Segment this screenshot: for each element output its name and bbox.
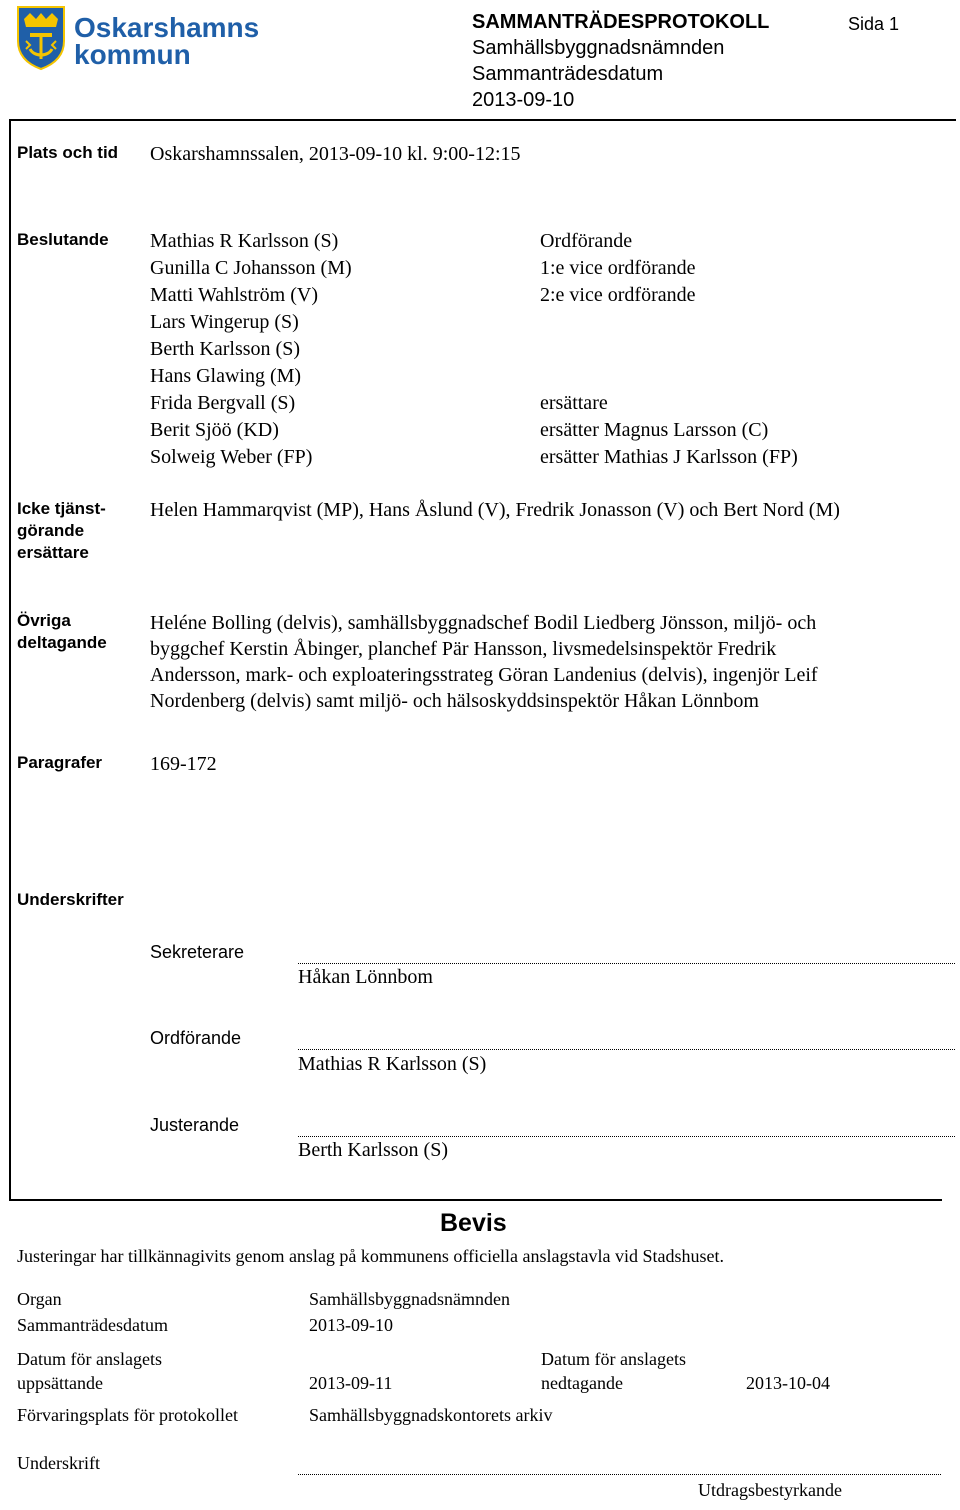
member-role <box>540 336 798 363</box>
posting-date-value: 2013-09-11 <box>309 1373 393 1393</box>
member-role <box>540 363 798 390</box>
paragraphs-value: 169-172 <box>150 753 217 775</box>
decision-makers-label: Beslutande <box>17 230 109 249</box>
member-name: Matti Wahlström (V) <box>150 284 318 306</box>
participants-line: Nordenberg (delvis) samt miljö- och hälsoskyddsinspektör Håkan Lönnbom <box>150 690 759 712</box>
member-name: Gunilla C Johansson (M) <box>150 257 352 279</box>
header-divider <box>9 119 956 121</box>
page-number: Sida 1 <box>848 14 900 34</box>
bevis-title: Bevis <box>440 1209 507 1237</box>
non-serving-substitutes-label <box>17 498 106 564</box>
meeting-date-value-bevis: 2013-09-10 <box>309 1315 393 1335</box>
signature-role-chair: Ordförande <box>150 1028 242 1048</box>
participants-line: Heléne Bolling (delvis), samhällsbyggnadschef Bodil Liedberg Jönsson, miljö- och <box>150 612 817 634</box>
member-role: 2:e vice ordförande <box>540 284 696 306</box>
member-role: ersättare <box>540 392 608 414</box>
member-role: ersätter Mathias J Karlsson (FP) <box>540 446 798 468</box>
location-label: Plats och tid <box>17 143 119 162</box>
committee-name: Samhällsbyggnadsnämnden <box>472 37 725 59</box>
storage-location-value: Samhällsbyggnadskontorets arkiv <box>309 1405 553 1425</box>
member-name: Berth Karlsson (S) <box>150 338 300 360</box>
decision-makers-roles <box>540 228 798 471</box>
left-margin-line <box>9 121 11 1201</box>
removal-date-label <box>541 1347 686 1395</box>
removal-date-value: 2013-10-04 <box>746 1373 830 1393</box>
storage-location-label: Förvaringsplats för protokollet <box>17 1405 238 1425</box>
signature-label-bevis: Underskrift <box>17 1453 100 1473</box>
participants-line: Andersson, mark- och exploateringsstrateg Göran Landenius (delvis), ingenjör Leif <box>150 664 818 686</box>
signature-line <box>298 1474 941 1475</box>
label-line: Icke tjänst- <box>17 499 106 518</box>
posting-date-label <box>17 1347 162 1395</box>
non-serving-substitutes-value: Helen Hammarqvist (MP), Hans Åslund (V), Fredrik Jonasson (V) och Bert Nord (M) <box>150 499 840 521</box>
member-role: Ordförande <box>540 230 633 252</box>
label-line: Datum för anslagets <box>17 1349 162 1369</box>
member-role <box>540 309 798 336</box>
member-role: ersätter Magnus Larsson (C) <box>540 419 769 441</box>
label-line: ersättare <box>17 543 89 562</box>
signature-name-chair: Mathias R Karlsson (S) <box>298 1053 487 1075</box>
label-line: nedtagande <box>541 1373 623 1393</box>
signature-role-secretary: Sekreterare <box>150 942 245 962</box>
member-name: Mathias R Karlsson (S) <box>150 230 339 252</box>
member-name: Hans Glawing (M) <box>150 365 302 387</box>
protocol-title: SAMMANTRÄDESPROTOKOLL <box>472 11 770 33</box>
bevis-divider <box>9 1199 942 1201</box>
meeting-date-label-bevis: Sammanträdesdatum <box>17 1315 168 1335</box>
organ-value: Samhällsbyggnadsnämnden <box>309 1289 510 1309</box>
decision-makers-names <box>150 228 352 471</box>
other-participants-label <box>17 610 107 654</box>
member-role: 1:e vice ordförande <box>540 257 696 279</box>
meeting-date: 2013-09-10 <box>472 89 575 111</box>
paragraphs-label: Paragrafer <box>17 753 103 772</box>
label-line: uppsättande <box>17 1373 103 1393</box>
organ-label: Organ <box>17 1289 62 1309</box>
logo-name-line1: Oskarshamns <box>74 12 260 43</box>
signature-name-adjuster: Berth Karlsson (S) <box>298 1139 448 1161</box>
label-line: deltagande <box>17 633 107 652</box>
member-name: Frida Bergvall (S) <box>150 392 296 414</box>
signatures-label: Underskrifter <box>17 890 124 909</box>
other-participants-value <box>150 610 818 714</box>
signature-role-adjuster: Justerande <box>150 1115 240 1135</box>
member-name: Berit Sjöö (KD) <box>150 419 279 441</box>
location-value: Oskarshamnssalen, 2013-09-10 kl. 9:00-12:15 <box>150 143 521 165</box>
member-name: Solweig Weber (FP) <box>150 446 313 468</box>
participants-line: byggchef Kerstin Åbinger, planchef Pär Hansson, livsmedelsinspektör Fredrik <box>150 638 777 660</box>
signature-name-secretary: Håkan Lönnbom <box>298 966 433 988</box>
label-line: Övriga <box>17 611 71 630</box>
signature-line <box>298 1049 955 1050</box>
bevis-text: Justeringar har tillkännagivits genom anslag på kommunens officiella anslagstavla vid Stadshuset. <box>17 1246 725 1266</box>
certification-label: Utdragsbestyrkande <box>698 1480 842 1500</box>
logo-name-line2: kommun <box>74 39 191 70</box>
member-name: Lars Wingerup (S) <box>150 311 299 333</box>
label-line: görande <box>17 521 85 540</box>
label-line: Datum för anslagets <box>541 1349 686 1369</box>
municipal-coat-of-arms-icon <box>16 5 66 71</box>
meeting-date-label: Sammanträdesdatum <box>472 63 664 85</box>
